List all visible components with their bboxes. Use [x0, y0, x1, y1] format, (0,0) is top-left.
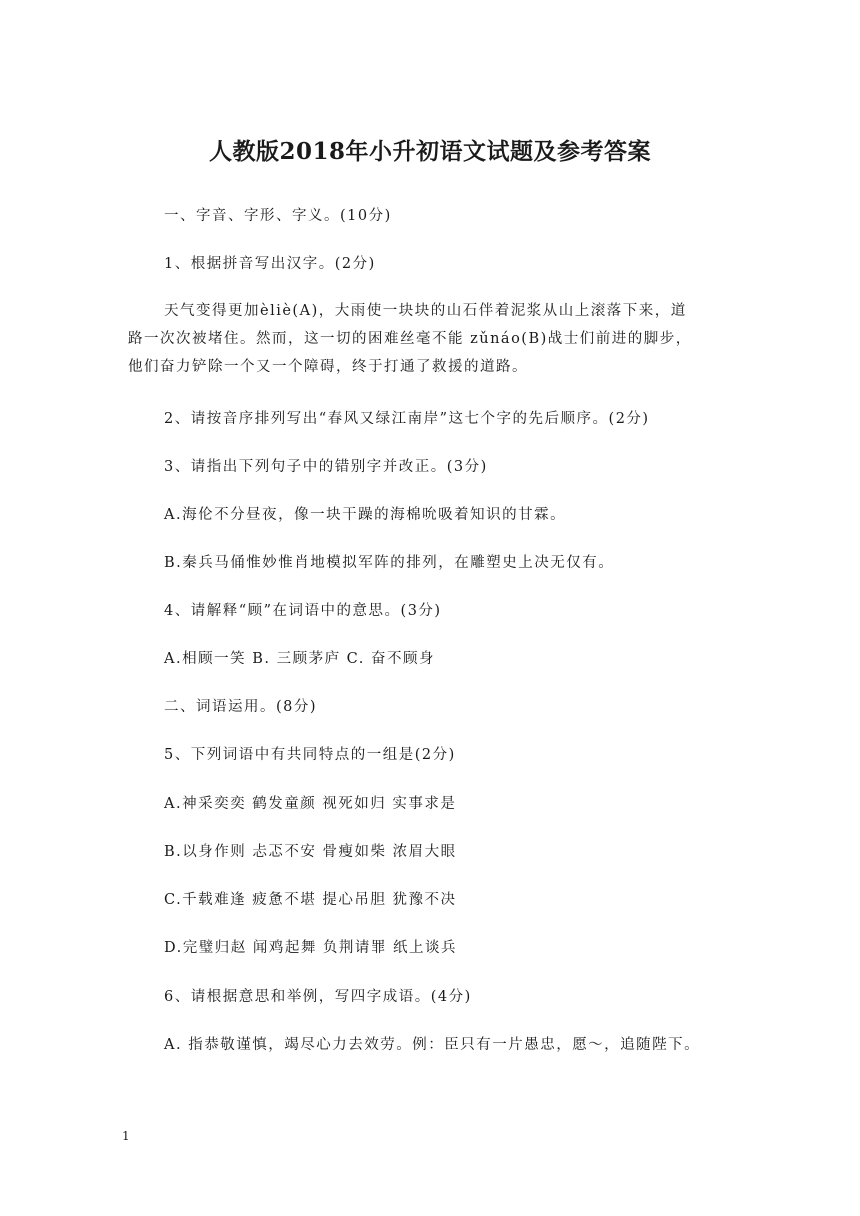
question-5-option-d: D.完璧归赵 闻鸡起舞 负荆请罪 纸上谈兵 — [164, 940, 458, 956]
passage-paragraph — [128, 298, 740, 380]
question-3: 3、请指出下列句子中的错别字并改正。(3分) — [164, 459, 488, 475]
question-3-option-a: A.海伦不分昼夜，像一块干躁的海棉吮吸着知识的甘霖。 — [164, 507, 567, 523]
question-5: 5、下列词语中有共同特点的一组是(2分) — [164, 747, 456, 763]
question-5-option-b: B.以身作则 忐忑不安 骨瘦如柴 浓眉大眼 — [164, 844, 457, 860]
document-title: 人教版2018年小升初语文试题及参考答案 — [208, 138, 651, 165]
question-5-option-c: C.千载难逢 疲惫不堪 提心吊胆 犹豫不决 — [164, 892, 457, 908]
question-5-option-a: A.神采奕奕 鹤发童颜 视死如归 实事求是 — [164, 796, 457, 812]
question-6: 6、请根据意思和举例，写四字成语。(4分) — [164, 989, 472, 1005]
passage-line-1: 天气变得更加èliè(A)，大雨使一块块的山石伴着泥浆从山上滚落下来，道 — [164, 303, 687, 319]
question-1: 1、根据拼音写出汉字。(2分) — [164, 256, 376, 272]
question-6-item-a: A. 指恭敬谨慎，竭尽心力去效劳。例：臣只有一片愚忠，愿～，追随陛下。 — [164, 1037, 701, 1053]
passage-line-3: 他们奋力铲除一个又一个障碍，终于打通了救援的道路。 — [128, 359, 528, 375]
section-heading-2: 二、词语运用。(8分) — [164, 699, 318, 715]
question-2: 2、请按音序排列写出“春风又绿江南岸”这七个字的先后顺序。(2分) — [164, 411, 650, 427]
question-4: 4、请解释“顾”在词语中的意思。(3分) — [164, 603, 442, 619]
page-number: 1 — [122, 1129, 130, 1143]
section-heading-1: 一、字音、字形、字义。(10分) — [164, 208, 392, 224]
passage-line-2: 路一次次被堵住。然而，这一切的困难丝毫不能 zǔnáo(B)战士们前进的脚步， — [128, 331, 692, 347]
question-3-option-b: B.秦兵马俑惟妙惟肖地模拟军阵的排列，在雕塑史上决无仅有。 — [164, 555, 615, 571]
question-4-options: A.相顾一笑 B. 三顾茅庐 C. 奋不顾身 — [164, 651, 435, 667]
